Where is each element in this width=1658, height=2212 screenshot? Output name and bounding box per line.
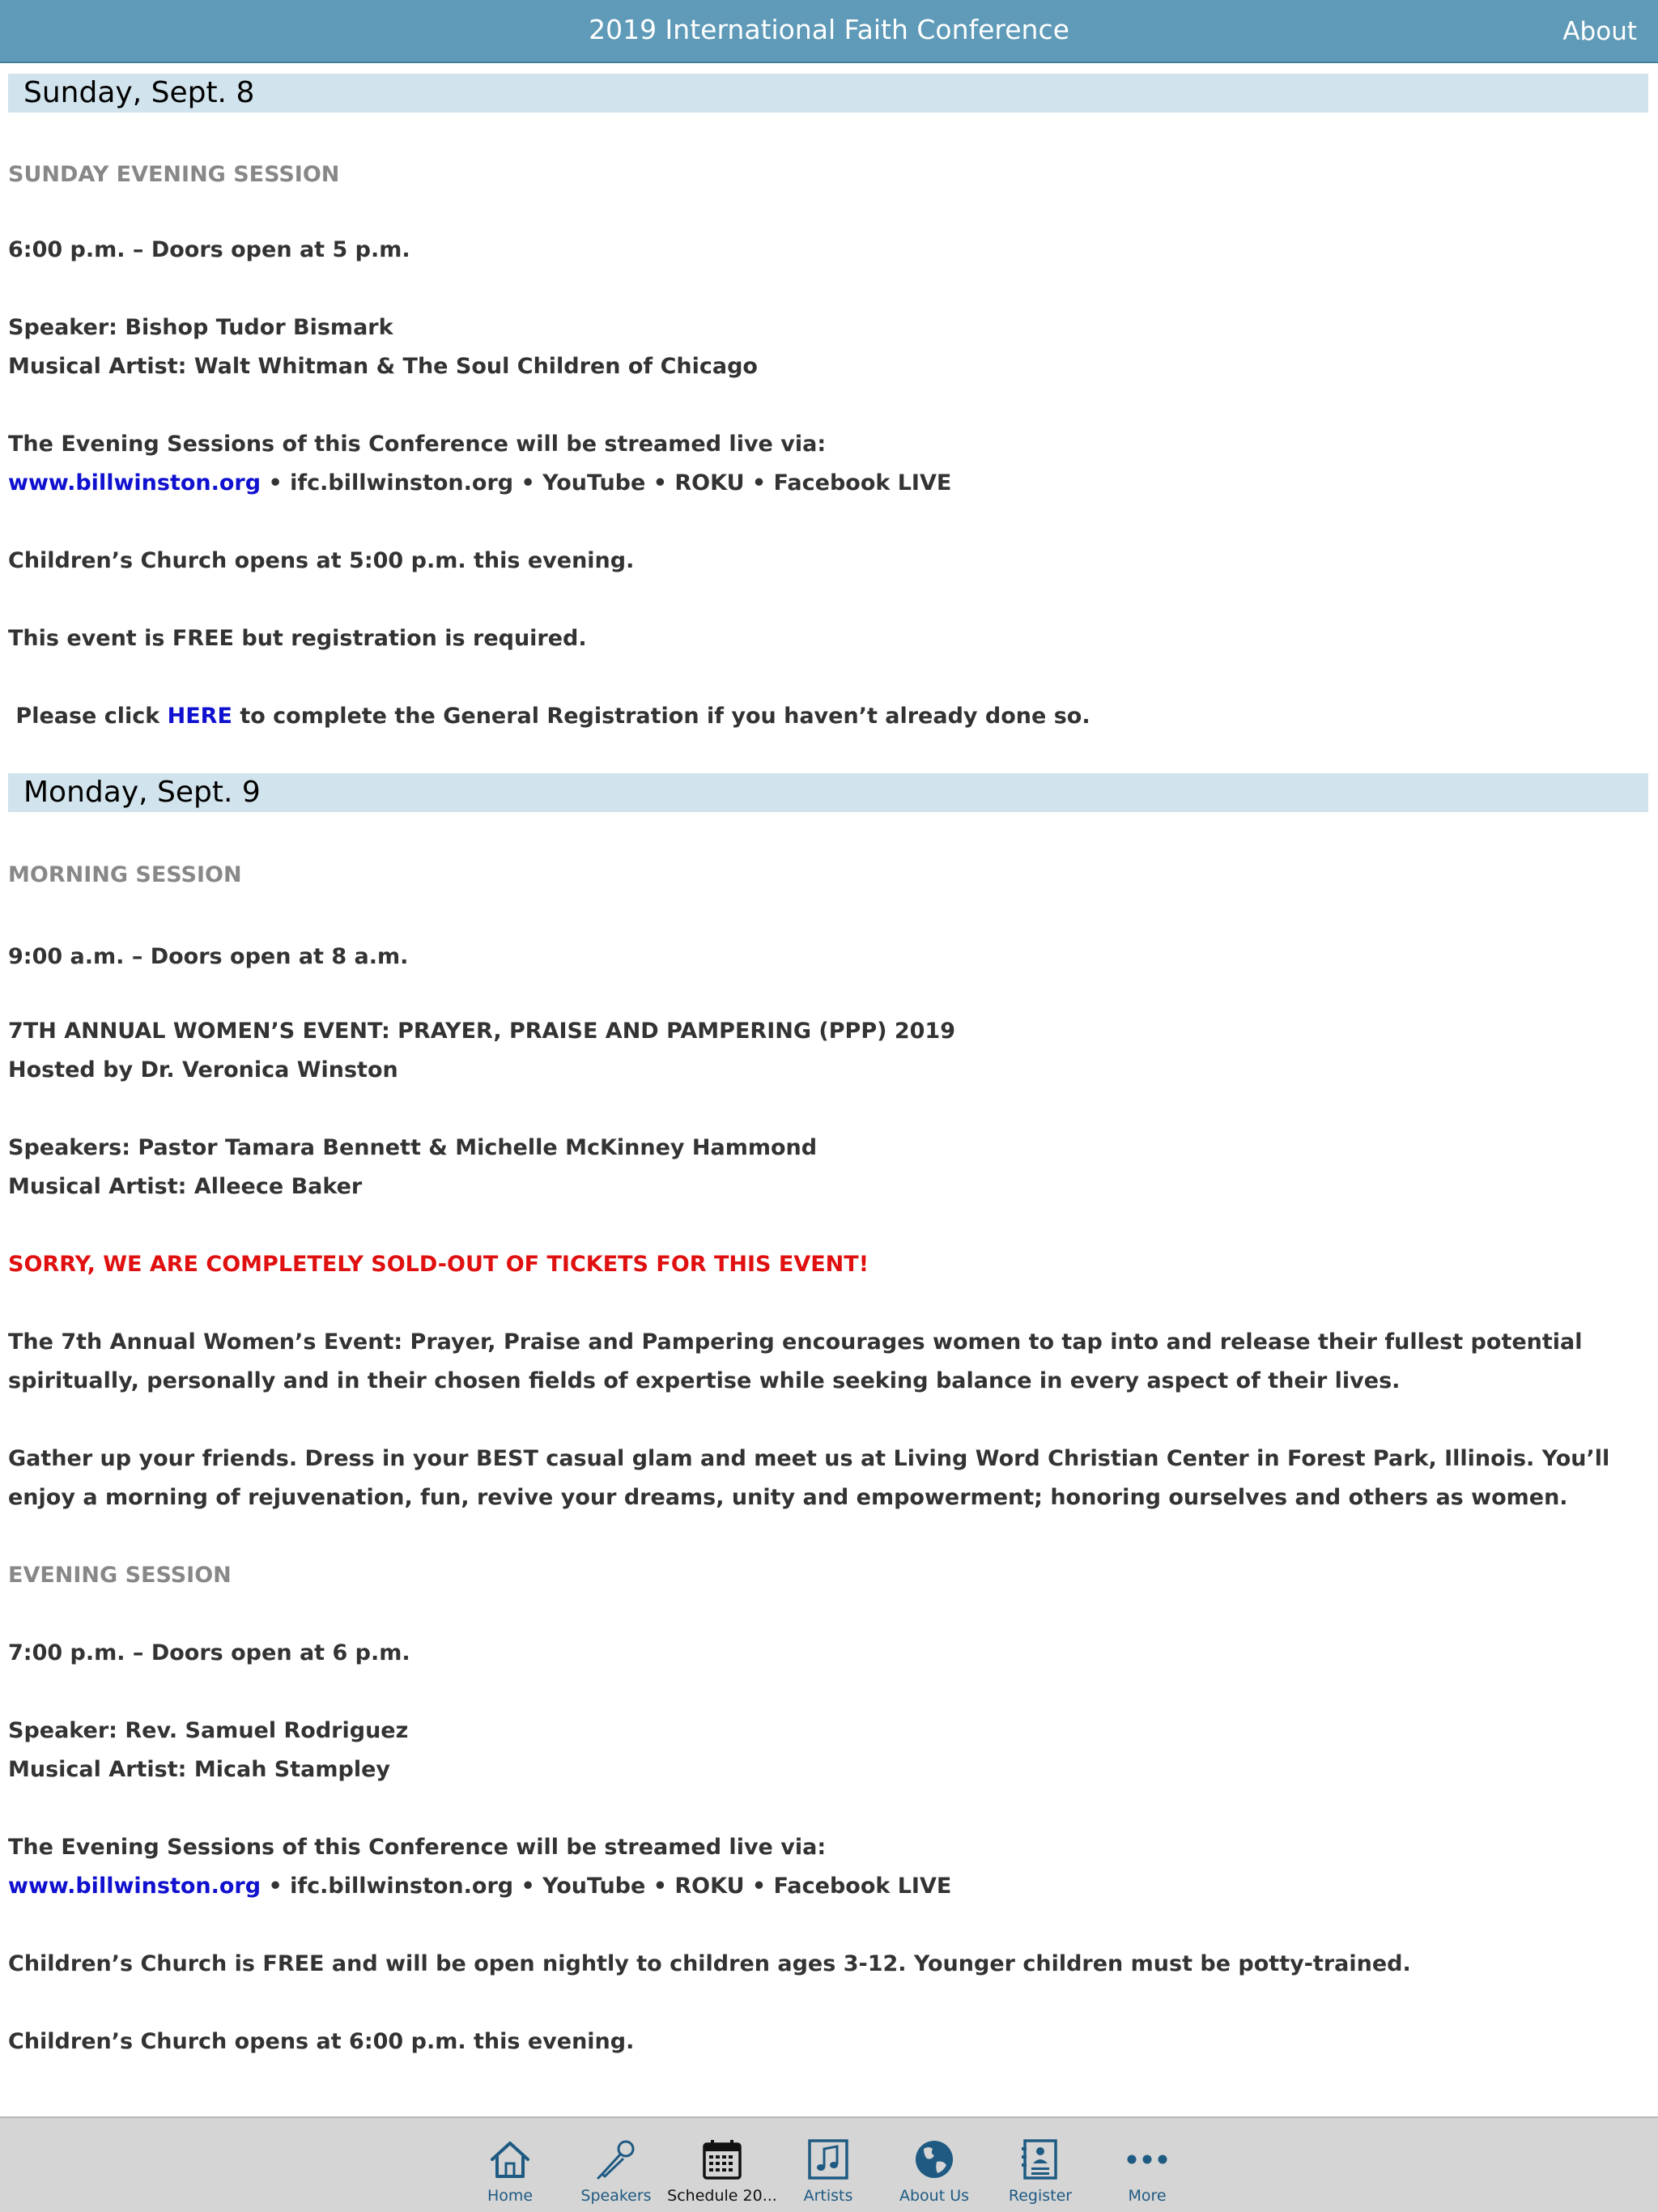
stream-channels: www.billwinston.org • ifc.billwinston.org • YouTube • ROKU • Facebook LIVE — [8, 1874, 952, 1899]
speaker-text: Speaker: Bishop Tudor Bismark — [8, 315, 393, 340]
session-title-sunday-evening: SUNDAY EVENING SESSION — [8, 162, 340, 187]
childrens-church-text: Children’s Church opens at 6:00 p.m. this evening. — [8, 2029, 635, 2054]
free-note: This event is FREE but registration is required. — [8, 626, 587, 651]
event-title: 7TH ANNUAL WOMEN’S EVENT: PRAYER, PRAISE AND PAMPERING (PPP) 2019 — [8, 1019, 955, 1044]
tab-register[interactable] — [988, 2118, 1093, 2212]
calendar-icon — [700, 2138, 744, 2181]
tab-about-us[interactable] — [882, 2118, 987, 2212]
home-icon — [488, 2138, 532, 2181]
childrens-church-text: Children’s Church is FREE and will be open nightly to children ages 3-12. Younger children must be potty-trained. — [8, 1951, 1411, 1976]
artist-text: Musical Artist: Walt Whitman & The Soul Children of Chicago — [8, 354, 758, 379]
tab-schedule[interactable] — [667, 2118, 777, 2212]
tab-label: Artists — [803, 2187, 853, 2205]
speaker-text: Speaker: Rev. Samuel Rodriguez — [8, 1718, 409, 1743]
day-header-monday: Monday, Sept. 9 — [8, 773, 1648, 812]
music-note-icon — [806, 2138, 850, 2181]
session-title-morning: MORNING SESSION — [8, 862, 242, 887]
speakers-text: Speakers: Pastor Tamara Bennett & Michelle McKinney Hammond — [8, 1135, 818, 1160]
session-time: 6:00 p.m. – Doors open at 5 p.m. — [8, 237, 410, 262]
sold-out-notice: SORRY, WE ARE COMPLETELY SOLD-OUT OF TICKETS FOR THIS EVENT! — [8, 1252, 869, 1277]
microphone-icon — [594, 2138, 638, 2181]
schedule-content[interactable] — [0, 63, 1658, 2116]
tab-artists[interactable] — [776, 2118, 881, 2212]
top-nav-bar — [0, 0, 1658, 63]
event-description: Gather up your friends. Dress in your BEST casual glam and meet us at Living Word Christian Center in Forest Park, Illinois. You’ll enjoy a morning of rejuvenation, fun, revive your dreams, unity and empowerment; honoring ourselves and others as women. — [8, 1446, 1610, 1510]
billwinston-link[interactable]: www.billwinston.org — [8, 1874, 261, 1899]
billwinston-link[interactable]: www.billwinston.org — [8, 470, 261, 496]
childrens-church-text: Children’s Church opens at 5:00 p.m. this evening. — [8, 548, 635, 573]
stream-text: The Evening Sessions of this Conference will be streamed live via: — [8, 432, 827, 457]
session-time: 9:00 a.m. – Doors open at 8 a.m. — [8, 944, 409, 969]
host-text: Hosted by Dr. Veronica Winston — [8, 1057, 398, 1083]
stream-channels: www.billwinston.org • ifc.billwinston.org • YouTube • ROKU • Facebook LIVE — [8, 470, 952, 496]
tab-more[interactable] — [1095, 2118, 1200, 2212]
page-title: 2019 International Faith Conference — [589, 14, 1069, 45]
stream-text: The Evening Sessions of this Conference will be streamed live via: — [8, 1835, 827, 1860]
artist-text: Musical Artist: Alleece Baker — [8, 1174, 363, 1199]
session-title-evening: EVENING SESSION — [8, 1563, 232, 1588]
tab-label: Register — [1008, 2187, 1073, 2205]
here-registration-link[interactable]: HERE — [167, 704, 232, 729]
register-form-icon — [1018, 2138, 1062, 2181]
session-time: 7:00 p.m. – Doors open at 6 p.m. — [8, 1640, 410, 1665]
tab-label: More — [1128, 2187, 1167, 2205]
tab-label: Home — [487, 2187, 534, 2205]
tab-home[interactable] — [457, 2118, 563, 2212]
registration-note: Please click HERE to complete the General Registration if you haven’t already done so. — [8, 704, 1090, 729]
tab-label: Speakers — [580, 2187, 652, 2205]
tab-label: About Us — [899, 2187, 970, 2205]
more-dots-icon — [1125, 2138, 1169, 2181]
artist-text: Musical Artist: Micah Stampley — [8, 1757, 391, 1782]
about-button[interactable]: About — [1562, 17, 1637, 46]
tab-label: Schedule 20... — [667, 2187, 777, 2205]
event-description: The 7th Annual Women’s Event: Prayer, Praise and Pampering encourages women to tap into and release their fullest potential spiritually, personally and in their chosen fields of expertise while seeking balance in every aspect of their lives. — [8, 1329, 1583, 1393]
globe-icon — [912, 2138, 956, 2181]
day-header-sunday: Sunday, Sept. 8 — [8, 74, 1648, 113]
bottom-tab-bar — [0, 2116, 1658, 2212]
tab-speakers[interactable] — [563, 2118, 669, 2212]
